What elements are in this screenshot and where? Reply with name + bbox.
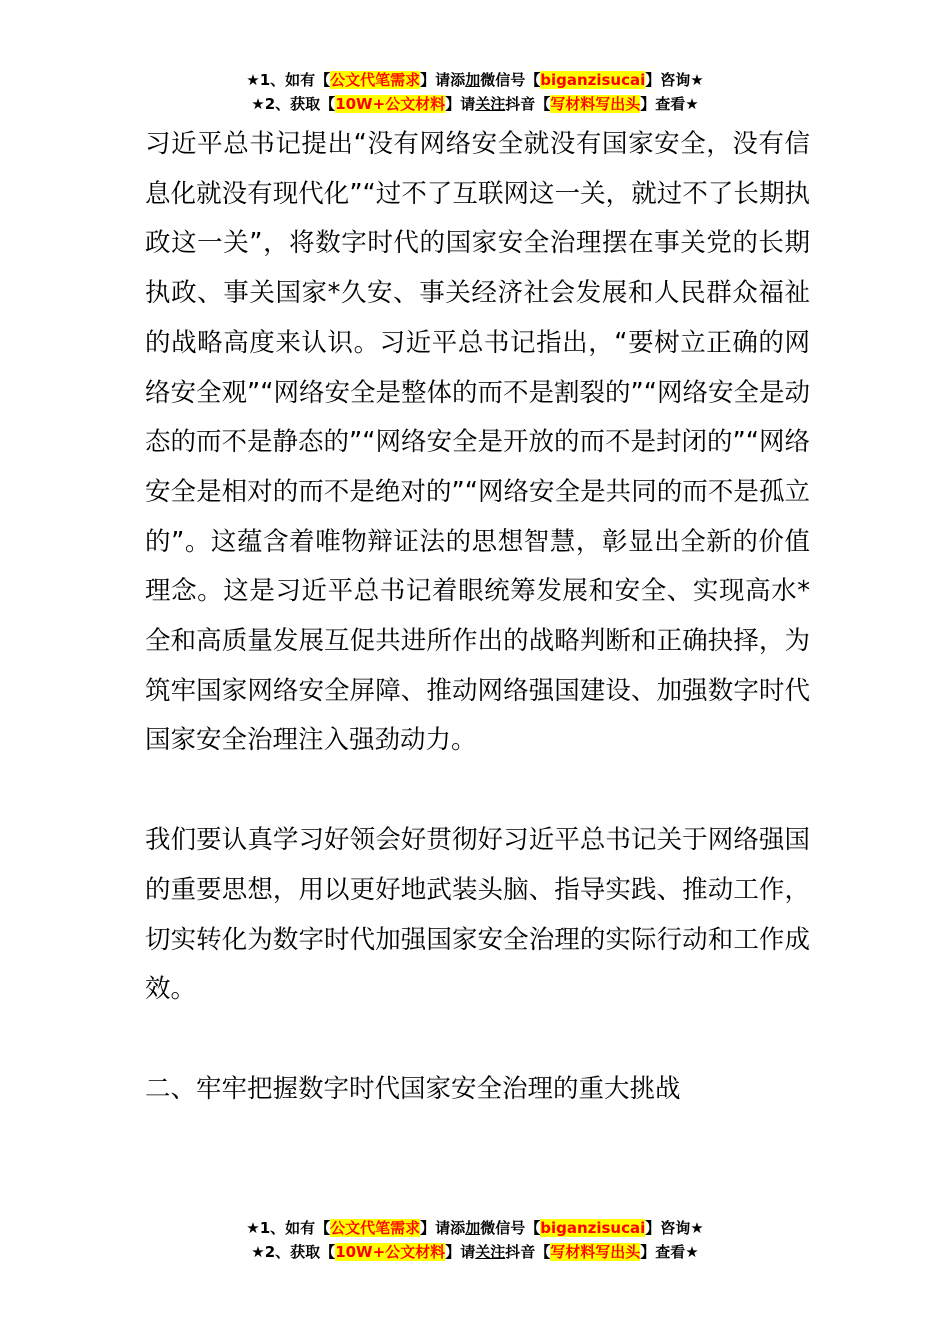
underlined-text: 关注 — [475, 95, 506, 113]
highlight-wechat-id: biganzisucai — [540, 1219, 646, 1237]
banner-text: 】查看★ — [640, 1243, 699, 1261]
underlined-text: 加 — [465, 71, 481, 89]
paragraph-2: 我们要认真学习好领会好贯彻好习近平总书记关于网络强国的重要思想，用以更好地武装头脑、指导实践、推动工作，切实转化为数字时代加强国家安全治理的实际行动和工作成效。 — [145, 825, 810, 1005]
banner-text: 】请添 — [420, 1219, 466, 1237]
banner-text: 】请 — [445, 1243, 476, 1261]
banner-line-2 — [0, 1240, 950, 1264]
banner-text: 抖音【 — [505, 95, 551, 113]
banner-text: 抖音【 — [505, 1243, 551, 1261]
underlined-text: 关注 — [475, 1243, 506, 1261]
banner-line-1 — [0, 1216, 950, 1240]
document-body — [145, 120, 810, 1115]
highlight-douyin: 写材料写出头 — [550, 95, 641, 113]
banner-text: 】查看★ — [640, 95, 699, 113]
banner-line-1 — [0, 68, 950, 92]
footer-banner — [0, 1216, 950, 1264]
header-banner — [0, 68, 950, 116]
banner-text: ★1、如有【 — [246, 71, 331, 89]
banner-text: ★2、获取【 — [251, 1243, 336, 1261]
highlight-service: 公文代笔需求 — [330, 71, 421, 89]
highlight-douyin: 写材料写出头 — [550, 1243, 641, 1261]
highlight-materials: 10W+公文材料 — [335, 95, 446, 113]
banner-text: 】请添 — [420, 71, 466, 89]
highlight-materials: 10W+公文材料 — [335, 1243, 446, 1261]
underlined-text: 加 — [465, 1219, 481, 1237]
paragraph-spacer — [145, 1015, 810, 1065]
paragraph-spacer — [145, 766, 810, 816]
banner-text: 】咨询★ — [645, 71, 704, 89]
paragraph-1: 习近平总书记提出“没有网络安全就没有国家安全，没有信息化就没有现代化”“过不了互联网这一关，就过不了长期执政这一关”，将数字时代的国家安全治理摆在事关党的长期执政、事关国家*久安、事关经济社会发展和人民群众福祉的战略高度来认识。习近平总书记指出，“要树立正确的网络安全观”“网络安全是整体的而不是割裂的”“网络安全是动态的而不是静态的”“网络安全是开放的而不是封闭的”“网络安全是相对的而不是绝对的”“网络安全是共同的而不是孤立的”。这蕴含着唯物辩证法的思想智慧，彰显出全新的价值理念。这是习近平总书记着眼统筹发展和安全、实现高水*全和高质量发展互促共进所作出的战略判断和正确抉择，为筑牢国家网络安全屏障、推动网络强国建设、加强数字时代国家安全治理注入强劲动力。 — [145, 129, 810, 756]
banner-text: 微信号【 — [480, 1219, 541, 1237]
section-heading: 二、牢牢把握数字时代国家安全治理的重大挑战 — [145, 1073, 681, 1104]
banner-text: 微信号【 — [480, 71, 541, 89]
banner-text: ★1、如有【 — [246, 1219, 331, 1237]
banner-text: 】咨询★ — [645, 1219, 704, 1237]
banner-text: 】请 — [445, 95, 476, 113]
banner-text: ★2、获取【 — [251, 95, 336, 113]
highlight-wechat-id: biganzisucai — [540, 71, 646, 89]
highlight-service: 公文代笔需求 — [330, 1219, 421, 1237]
banner-line-2 — [0, 92, 950, 116]
